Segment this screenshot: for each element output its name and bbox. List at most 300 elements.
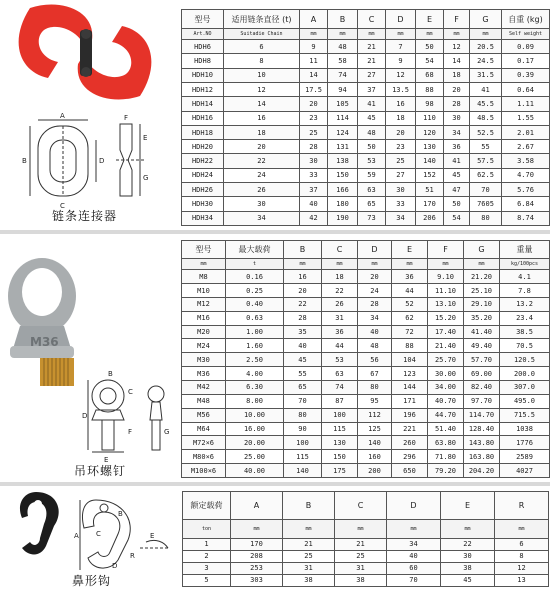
header-cell: E bbox=[392, 241, 428, 259]
table-cell: 8 bbox=[495, 550, 549, 562]
chain-connector-illustration bbox=[0, 0, 178, 229]
table-cell: 70.5 bbox=[500, 339, 550, 353]
table-cell: M36 bbox=[182, 367, 226, 381]
dim-label-b: B bbox=[22, 157, 27, 165]
table-row bbox=[182, 339, 550, 353]
table-cell: 51.40 bbox=[428, 422, 464, 436]
table-cell: 25.00 bbox=[226, 450, 284, 464]
table-cell: 33 bbox=[386, 197, 416, 211]
table-cell: 41 bbox=[470, 83, 502, 97]
eye-bolt-illustration bbox=[0, 234, 178, 481]
dim-label-e: E bbox=[150, 532, 155, 540]
table-cell: 0.09 bbox=[502, 40, 550, 54]
unit-cell: mm bbox=[335, 520, 387, 539]
unit-cell: Art.NO bbox=[182, 29, 224, 40]
connector-rows bbox=[182, 40, 550, 226]
header-cell: 重量 bbox=[500, 241, 550, 259]
dim-label-a: A bbox=[74, 532, 79, 540]
table-cell: 13 bbox=[495, 574, 549, 586]
table-row bbox=[182, 211, 550, 225]
dim-label-c: C bbox=[128, 388, 133, 396]
table-cell: 90 bbox=[284, 422, 322, 436]
table-cell: 296 bbox=[392, 450, 428, 464]
table-cell: 45 bbox=[444, 168, 470, 182]
table-cell: 87 bbox=[322, 394, 358, 408]
table-cell: 45.5 bbox=[470, 97, 502, 111]
table-cell: 163.80 bbox=[464, 450, 500, 464]
header-cell: B bbox=[283, 492, 335, 520]
dim-label-d: D bbox=[99, 157, 105, 165]
unit-cell: mm bbox=[284, 259, 322, 270]
table-row bbox=[182, 54, 550, 68]
dim-label-g: G bbox=[164, 428, 170, 436]
table-cell: 0.64 bbox=[502, 83, 550, 97]
table-cell: 152 bbox=[416, 168, 444, 182]
table-cell: 3.58 bbox=[502, 154, 550, 168]
header-cell: B bbox=[328, 10, 358, 29]
table-header-row bbox=[182, 241, 550, 259]
table-cell: 3 bbox=[183, 562, 231, 574]
dim-label-a: A bbox=[60, 112, 65, 120]
table-cell: 7605 bbox=[470, 197, 502, 211]
table-header-row bbox=[183, 492, 549, 520]
table-cell: 56 bbox=[358, 353, 392, 367]
table-cell: 13.2 bbox=[500, 297, 550, 311]
table-cell: 2.01 bbox=[502, 125, 550, 139]
table-cell: 18 bbox=[444, 68, 470, 82]
table-cell: HDH20 bbox=[182, 140, 224, 154]
table-cell: 120 bbox=[416, 125, 444, 139]
table-cell: M42 bbox=[182, 380, 226, 394]
table-cell: 68 bbox=[416, 68, 444, 82]
connector-dimension-labels bbox=[22, 112, 148, 210]
table-cell: 206 bbox=[416, 211, 444, 225]
table-cell: 82.40 bbox=[464, 380, 500, 394]
table-cell: 48 bbox=[328, 40, 358, 54]
table-cell: 53 bbox=[322, 353, 358, 367]
table-cell: 21 bbox=[335, 538, 387, 550]
table-cell: 80 bbox=[470, 211, 502, 225]
header-cell: D bbox=[358, 241, 392, 259]
table-cell: 40.00 bbox=[226, 464, 284, 478]
table-cell: 50 bbox=[358, 140, 386, 154]
table-cell: 72 bbox=[392, 325, 428, 339]
table-cell: M24 bbox=[182, 339, 226, 353]
table-cell: 104 bbox=[392, 353, 428, 367]
table-cell: 62.5 bbox=[470, 168, 502, 182]
table-cell: 80 bbox=[284, 408, 322, 422]
table-cell: 28 bbox=[444, 97, 470, 111]
table-row bbox=[182, 68, 550, 82]
nose-hook-section bbox=[0, 486, 550, 588]
table-cell: 65 bbox=[358, 197, 386, 211]
table-cell: 20.5 bbox=[470, 40, 502, 54]
table-cell: 30 bbox=[386, 182, 416, 196]
table-cell: 57.70 bbox=[464, 353, 500, 367]
table-cell: 20 bbox=[224, 140, 300, 154]
table-row bbox=[182, 325, 550, 339]
table-cell: 51 bbox=[416, 182, 444, 196]
table-cell: 130 bbox=[322, 436, 358, 450]
table-row bbox=[182, 353, 550, 367]
table-cell: 27 bbox=[386, 168, 416, 182]
table-cell: 28 bbox=[284, 311, 322, 325]
table-cell: 303 bbox=[231, 574, 283, 586]
table-cell: 45 bbox=[441, 574, 495, 586]
table-cell: 88 bbox=[416, 83, 444, 97]
header-cell: B bbox=[284, 241, 322, 259]
table-cell: HDH8 bbox=[182, 54, 224, 68]
table-cell: 97.70 bbox=[464, 394, 500, 408]
table-cell: 115 bbox=[284, 450, 322, 464]
header-cell: 额定载荷 bbox=[183, 492, 231, 520]
table-cell: HDH30 bbox=[182, 197, 224, 211]
dim-label-f: F bbox=[128, 428, 133, 436]
table-cell: 140 bbox=[416, 154, 444, 168]
unit-cell: mm bbox=[416, 29, 444, 40]
table-cell: 23.4 bbox=[500, 311, 550, 325]
table-cell: 26 bbox=[224, 182, 300, 196]
table-cell: 170 bbox=[416, 197, 444, 211]
header-cell: 自重 (kg) bbox=[502, 10, 550, 29]
table-cell: 20 bbox=[284, 284, 322, 298]
table-cell: 13.5 bbox=[386, 83, 416, 97]
table-cell: 36 bbox=[392, 270, 428, 284]
table-cell: 0.40 bbox=[226, 297, 284, 311]
unit-cell: mm bbox=[441, 520, 495, 539]
table-cell: 41 bbox=[358, 97, 386, 111]
table-cell: 35 bbox=[284, 325, 322, 339]
dim-label-d: D bbox=[82, 412, 88, 420]
table-cell: 12 bbox=[386, 68, 416, 82]
table-cell: 190 bbox=[328, 211, 358, 225]
nose-hook-spec-table bbox=[182, 491, 549, 587]
unit-cell: mm bbox=[358, 29, 386, 40]
table-cell: 28 bbox=[300, 140, 328, 154]
table-cell: 30 bbox=[441, 550, 495, 562]
table-cell: 0.39 bbox=[502, 68, 550, 82]
table-cell: 31 bbox=[283, 562, 335, 574]
table-cell: 200.0 bbox=[500, 367, 550, 381]
table-cell: 23 bbox=[300, 111, 328, 125]
table-cell: 41.40 bbox=[464, 325, 500, 339]
table-cell: 10.00 bbox=[226, 408, 284, 422]
table-row bbox=[183, 538, 549, 550]
table-cell: 63.80 bbox=[428, 436, 464, 450]
table-cell: 140 bbox=[358, 436, 392, 450]
table-cell: 50 bbox=[444, 197, 470, 211]
table-cell: 40.70 bbox=[428, 394, 464, 408]
table-cell: 47 bbox=[444, 182, 470, 196]
table-cell: 1.60 bbox=[226, 339, 284, 353]
unit-cell: Self weight bbox=[502, 29, 550, 40]
chain-connector-drawing bbox=[0, 0, 178, 229]
table-cell: 31 bbox=[335, 562, 387, 574]
table-cell: 9.10 bbox=[428, 270, 464, 284]
table-units-row bbox=[183, 520, 549, 539]
dim-label-e: E bbox=[104, 456, 109, 464]
table-units-row bbox=[182, 259, 550, 270]
table-cell: HDH34 bbox=[182, 211, 224, 225]
table-cell: 180 bbox=[328, 197, 358, 211]
table-cell: 2.67 bbox=[502, 140, 550, 154]
table-cell: 150 bbox=[328, 168, 358, 182]
table-cell: 130 bbox=[416, 140, 444, 154]
unit-cell: mm bbox=[322, 259, 358, 270]
table-cell: 23 bbox=[386, 140, 416, 154]
eye-bolt-caption: 吊环螺钉 bbox=[74, 464, 127, 478]
table-cell: 253 bbox=[231, 562, 283, 574]
table-cell: 114 bbox=[328, 111, 358, 125]
table-cell: 20 bbox=[358, 270, 392, 284]
table-cell: 55 bbox=[284, 367, 322, 381]
table-row bbox=[182, 367, 550, 381]
table-cell: 12 bbox=[444, 40, 470, 54]
table-cell: 22 bbox=[322, 284, 358, 298]
chain-connector-section bbox=[0, 0, 550, 229]
unit-cell: mm bbox=[387, 520, 441, 539]
table-cell: 25 bbox=[283, 550, 335, 562]
table-cell: HDH22 bbox=[182, 154, 224, 168]
table-cell: 11 bbox=[300, 54, 328, 68]
table-cell: M80×6 bbox=[182, 450, 226, 464]
table-cell: 57.5 bbox=[470, 154, 502, 168]
table-cell: 114.70 bbox=[464, 408, 500, 422]
table-cell: 16 bbox=[284, 270, 322, 284]
table-cell: 37 bbox=[300, 182, 328, 196]
dim-label-b: B bbox=[118, 510, 123, 518]
table-cell: 1 bbox=[183, 538, 231, 550]
table-cell: 307.0 bbox=[500, 380, 550, 394]
unit-cell: mm bbox=[428, 259, 464, 270]
header-cell: C bbox=[335, 492, 387, 520]
unit-cell: mm bbox=[495, 520, 549, 539]
table-cell: 140 bbox=[284, 464, 322, 478]
table-cell: 53 bbox=[358, 154, 386, 168]
table-cell: 115 bbox=[322, 422, 358, 436]
table-cell: 204.20 bbox=[464, 464, 500, 478]
red-connector-photo bbox=[19, 5, 152, 100]
table-cell: 1.00 bbox=[226, 325, 284, 339]
table-cell: 20 bbox=[444, 83, 470, 97]
table-cell: HDH12 bbox=[182, 83, 224, 97]
table-cell: 36 bbox=[444, 140, 470, 154]
header-cell: 适用链条直径 (t) bbox=[224, 10, 300, 29]
table-cell: 41 bbox=[444, 154, 470, 168]
table-cell: 22 bbox=[224, 154, 300, 168]
table-cell: 30 bbox=[224, 197, 300, 211]
table-cell: 70 bbox=[284, 394, 322, 408]
table-cell: 38.5 bbox=[500, 325, 550, 339]
table-cell: 71.80 bbox=[428, 450, 464, 464]
header-cell: C bbox=[322, 241, 358, 259]
table-cell: M56 bbox=[182, 408, 226, 422]
table-row bbox=[182, 311, 550, 325]
header-cell: G bbox=[464, 241, 500, 259]
table-cell: 138 bbox=[328, 154, 358, 168]
table-cell: 17.5 bbox=[300, 83, 328, 97]
table-cell: HDH16 bbox=[182, 111, 224, 125]
unit-cell: mm bbox=[300, 29, 328, 40]
table-cell: 10 bbox=[224, 68, 300, 82]
table-cell: M10 bbox=[182, 284, 226, 298]
table-cell: 74 bbox=[328, 68, 358, 82]
table-row bbox=[182, 111, 550, 125]
table-cell: 650 bbox=[392, 464, 428, 478]
table-cell: 5.76 bbox=[502, 182, 550, 196]
table-cell: 21 bbox=[358, 40, 386, 54]
table-cell: HDH10 bbox=[182, 68, 224, 82]
table-cell: 44 bbox=[322, 339, 358, 353]
table-cell: 260 bbox=[392, 436, 428, 450]
table-cell: 16 bbox=[224, 111, 300, 125]
table-cell: 6 bbox=[495, 538, 549, 550]
table-cell: 70 bbox=[387, 574, 441, 586]
table-cell: M64 bbox=[182, 422, 226, 436]
table-cell: 1038 bbox=[500, 422, 550, 436]
unit-cell: mm bbox=[283, 520, 335, 539]
table-row bbox=[182, 408, 550, 422]
dim-label-g: G bbox=[143, 174, 149, 182]
table-cell: 9 bbox=[386, 54, 416, 68]
table-cell: 1.11 bbox=[502, 97, 550, 111]
header-cell: C bbox=[358, 10, 386, 29]
table-cell: 100 bbox=[284, 436, 322, 450]
table-cell: 170 bbox=[231, 538, 283, 550]
unit-cell: mm bbox=[464, 259, 500, 270]
unit-cell: ton bbox=[183, 520, 231, 539]
table-cell: 4.70 bbox=[502, 168, 550, 182]
header-cell: G bbox=[470, 10, 502, 29]
table-cell: M20 bbox=[182, 325, 226, 339]
table-cell: 52 bbox=[392, 297, 428, 311]
table-cell: 8 bbox=[224, 54, 300, 68]
table-row bbox=[182, 436, 550, 450]
table-cell: 26 bbox=[322, 297, 358, 311]
table-cell: 2 bbox=[183, 550, 231, 562]
table-row bbox=[183, 562, 549, 574]
table-row bbox=[182, 182, 550, 196]
table-cell: 24.5 bbox=[470, 54, 502, 68]
table-cell: 16 bbox=[386, 97, 416, 111]
table-cell: 5 bbox=[183, 574, 231, 586]
table-cell: 44.70 bbox=[428, 408, 464, 422]
table-cell: 45 bbox=[358, 111, 386, 125]
table-row bbox=[183, 574, 549, 586]
header-cell: 型号 bbox=[182, 10, 224, 29]
table-cell: 14 bbox=[300, 68, 328, 82]
table-cell: 55 bbox=[470, 140, 502, 154]
table-cell: 0.25 bbox=[226, 284, 284, 298]
table-row bbox=[182, 450, 550, 464]
table-row bbox=[182, 270, 550, 284]
table-cell: 125 bbox=[358, 422, 392, 436]
table-cell: 21 bbox=[283, 538, 335, 550]
table-cell: 95 bbox=[358, 394, 392, 408]
table-row bbox=[182, 284, 550, 298]
table-cell: 21.20 bbox=[464, 270, 500, 284]
table-cell: 48.5 bbox=[470, 111, 502, 125]
table-cell: 16.00 bbox=[226, 422, 284, 436]
table-cell: 143.80 bbox=[464, 436, 500, 450]
table-cell: 27 bbox=[358, 68, 386, 82]
table-cell: 70 bbox=[470, 182, 502, 196]
table-cell: 31.5 bbox=[470, 68, 502, 82]
table-row bbox=[182, 380, 550, 394]
table-cell: 175 bbox=[322, 464, 358, 478]
table-cell: 200 bbox=[358, 464, 392, 478]
hook-dimension-labels bbox=[74, 510, 154, 570]
table-row bbox=[182, 40, 550, 54]
table-cell: 208 bbox=[231, 550, 283, 562]
table-cell: 98 bbox=[416, 97, 444, 111]
table-cell: 15.20 bbox=[428, 311, 464, 325]
table-cell: 123 bbox=[392, 367, 428, 381]
nose-hook-rows bbox=[183, 538, 549, 586]
table-cell: 30 bbox=[300, 154, 328, 168]
table-cell: M12 bbox=[182, 297, 226, 311]
table-cell: 110 bbox=[416, 111, 444, 125]
nose-hook-illustration bbox=[0, 486, 178, 588]
table-cell: 25.10 bbox=[464, 284, 500, 298]
eye-bolt-technical-drawing bbox=[88, 380, 164, 452]
table-cell: 34.00 bbox=[428, 380, 464, 394]
table-row bbox=[182, 97, 550, 111]
table-cell: 33 bbox=[300, 168, 328, 182]
table-cell: HDH14 bbox=[182, 97, 224, 111]
black-hook-photo bbox=[20, 492, 59, 555]
table-row bbox=[182, 83, 550, 97]
table-cell: 14 bbox=[444, 54, 470, 68]
dim-label-r: R bbox=[130, 552, 135, 560]
table-cell: 7 bbox=[386, 40, 416, 54]
table-header-row bbox=[182, 10, 550, 29]
dim-label-c: C bbox=[60, 202, 65, 210]
chain-connector-spec-table bbox=[181, 9, 550, 226]
table-cell: M8 bbox=[182, 270, 226, 284]
unit-cell: kg/100pcs bbox=[500, 259, 550, 270]
table-cell: 171 bbox=[392, 394, 428, 408]
table-cell: M100×6 bbox=[182, 464, 226, 478]
table-cell: 1776 bbox=[500, 436, 550, 450]
table-cell: 22 bbox=[441, 538, 495, 550]
table-cell: 31 bbox=[322, 311, 358, 325]
hook-technical-drawing bbox=[80, 500, 170, 570]
table-cell: 13.10 bbox=[428, 297, 464, 311]
table-cell: 34 bbox=[444, 125, 470, 139]
table-cell: 6 bbox=[224, 40, 300, 54]
table-cell: 44 bbox=[392, 284, 428, 298]
table-cell: M16 bbox=[182, 311, 226, 325]
table-row bbox=[182, 422, 550, 436]
table-cell: 38 bbox=[283, 574, 335, 586]
table-cell: 65 bbox=[284, 380, 322, 394]
unit-cell: mm bbox=[392, 259, 428, 270]
table-cell: 0.16 bbox=[226, 270, 284, 284]
eye-bolt-drawing bbox=[0, 234, 178, 481]
nose-hook-caption: 鼻形钩 bbox=[72, 574, 112, 588]
header-cell: E bbox=[416, 10, 444, 29]
table-cell: 0.63 bbox=[226, 311, 284, 325]
table-row bbox=[182, 125, 550, 139]
unit-cell: mm bbox=[444, 29, 470, 40]
table-cell: 105 bbox=[328, 97, 358, 111]
dim-label-c: C bbox=[96, 530, 101, 538]
unit-cell: mm bbox=[231, 520, 283, 539]
header-cell: 最大载荷 bbox=[226, 241, 284, 259]
table-cell: 4027 bbox=[500, 464, 550, 478]
table-cell: 11.10 bbox=[428, 284, 464, 298]
